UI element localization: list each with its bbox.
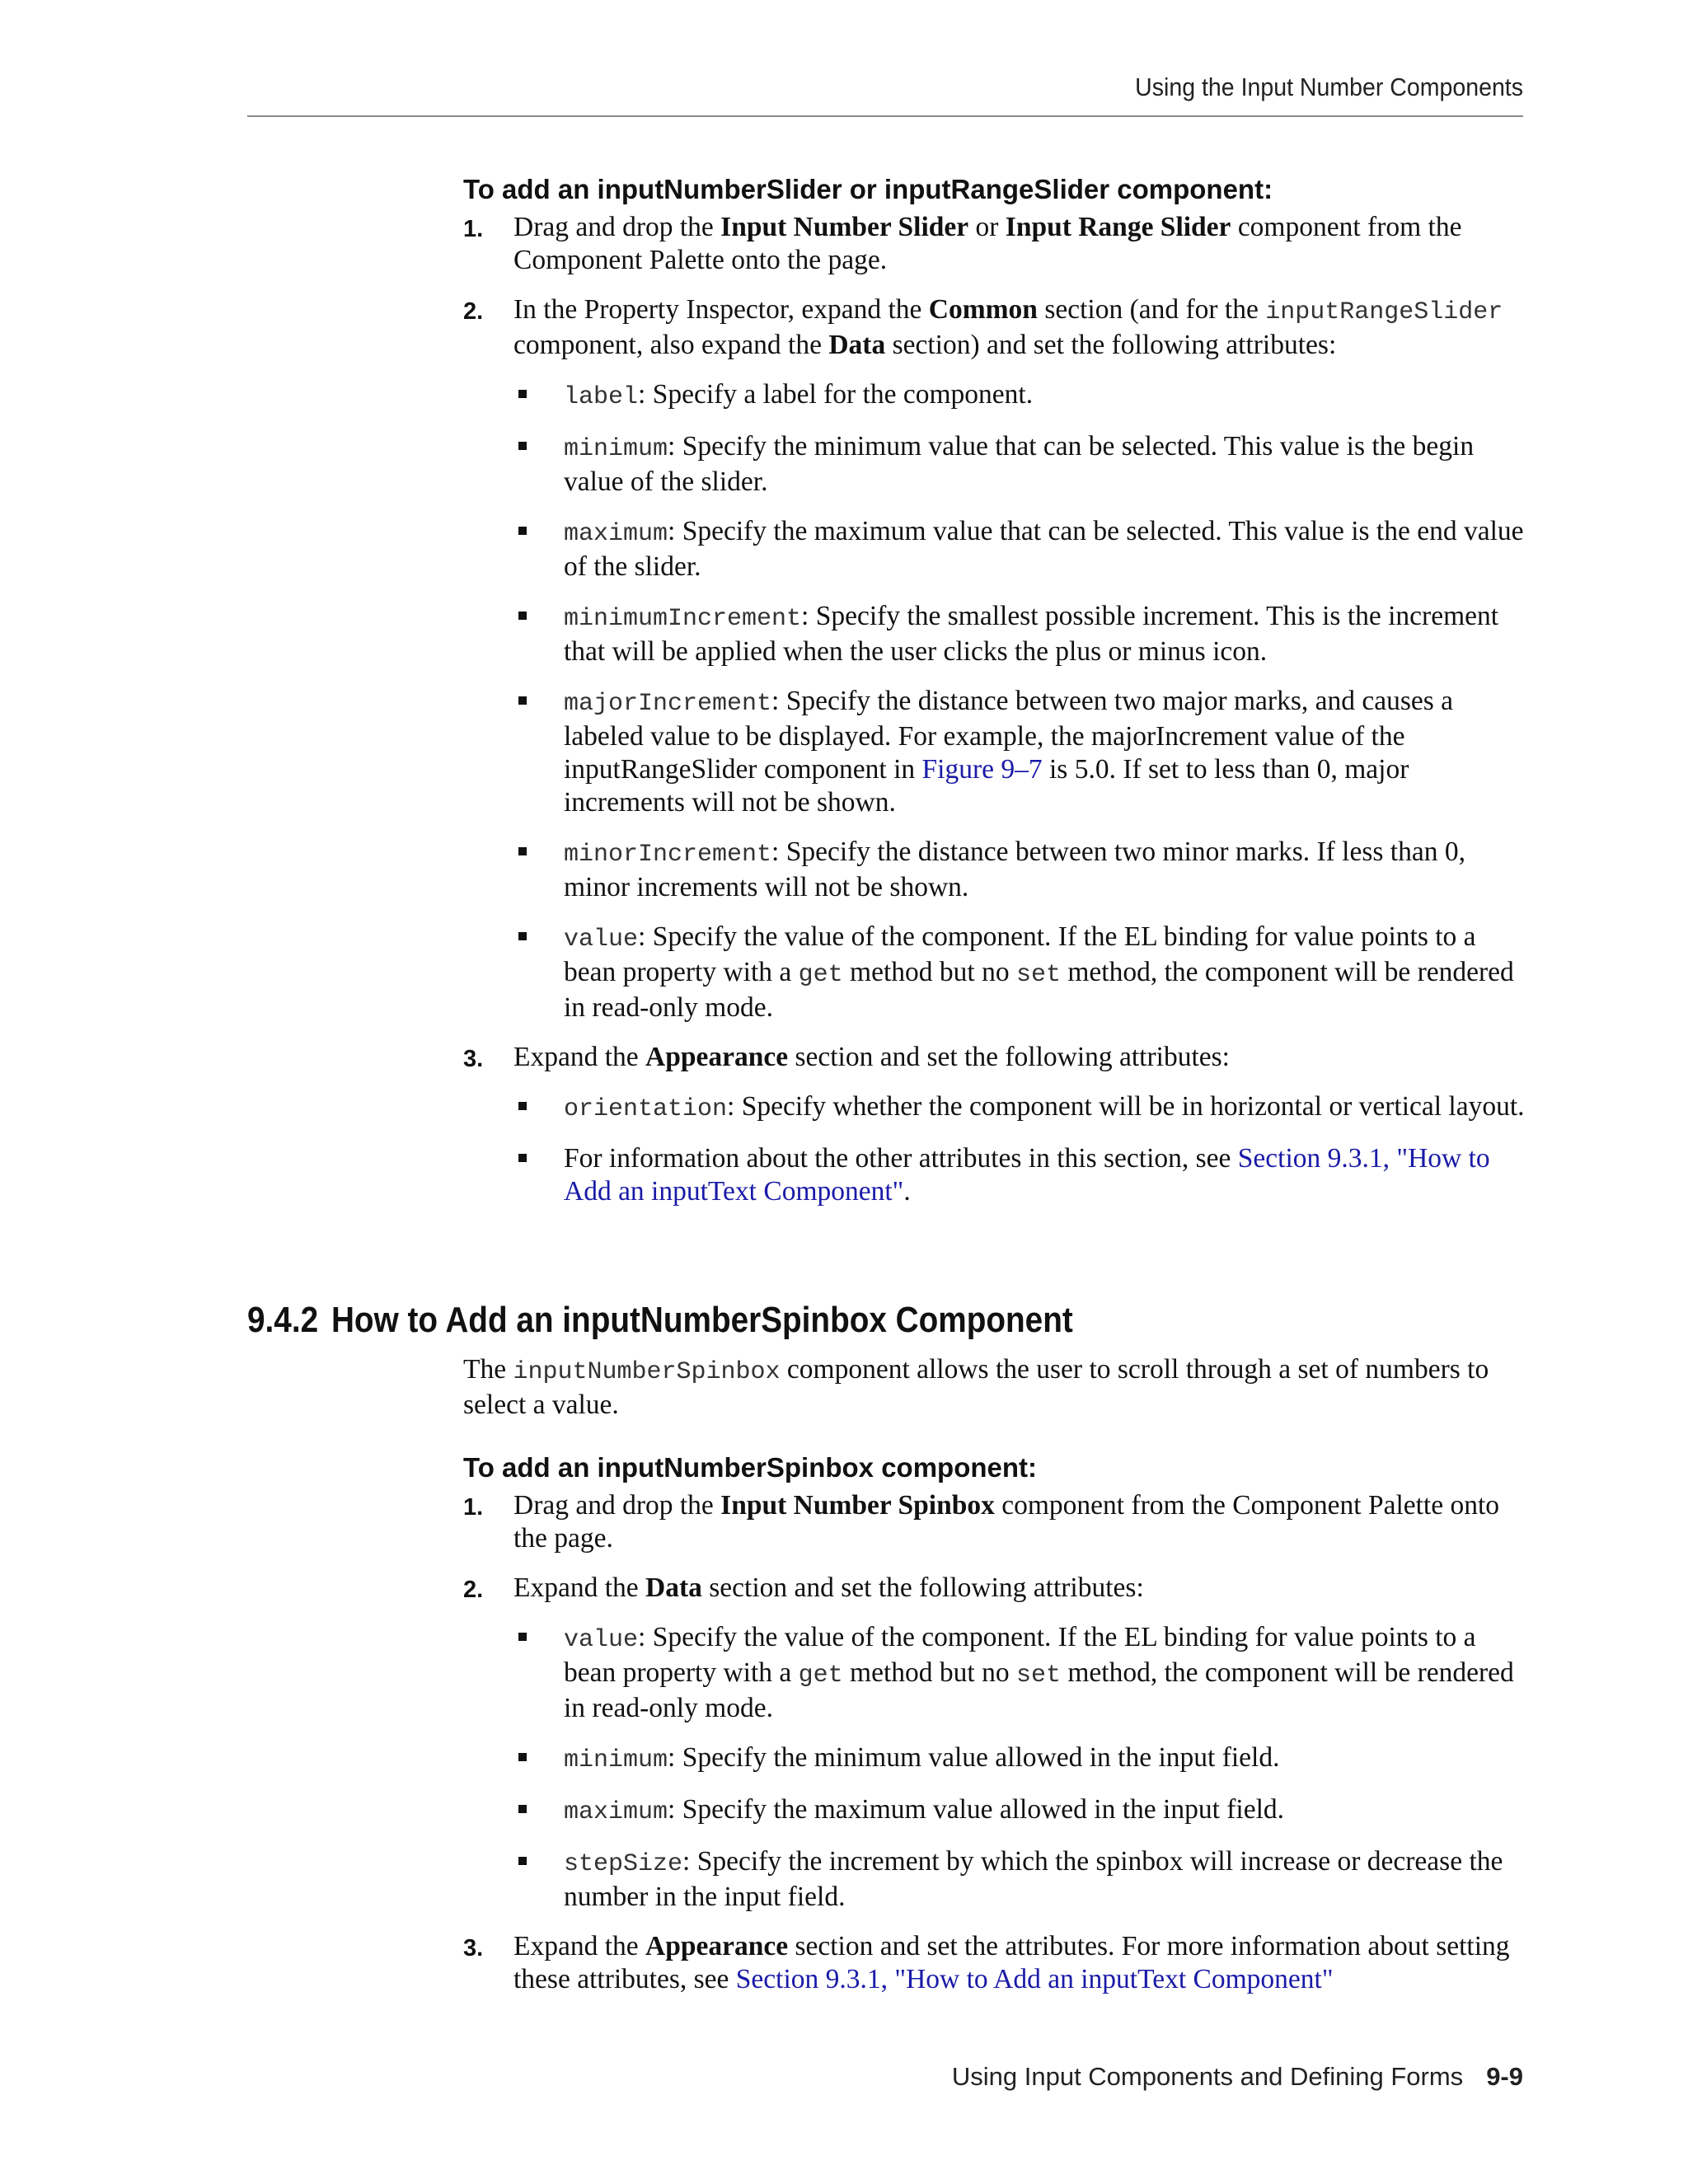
step-text: Drag and drop the	[513, 212, 721, 242]
item-text: method but no	[842, 957, 1016, 987]
list-item	[513, 430, 1526, 499]
intro-text: The	[463, 1354, 513, 1385]
step-text: section and set the following attributes:	[701, 1572, 1144, 1603]
list-item	[513, 1793, 1526, 1829]
bullet-icon	[518, 442, 527, 450]
item-text: : Specify whether the component will be in horizontal or vertical layout.	[727, 1091, 1525, 1122]
section-intro	[463, 1353, 1526, 1422]
step-text: Expand the	[513, 1042, 646, 1072]
code-term: get	[798, 1661, 843, 1690]
procedure-spinbox	[463, 1353, 1526, 2013]
list-item	[513, 1621, 1526, 1725]
intro-text: component allows the user to scroll through a set of numbers to select a value.	[463, 1354, 1489, 1420]
item-text: : Specify the minimum value that can be selected. This value is the begin value of the slider.	[564, 431, 1475, 497]
attribute-list	[513, 1621, 1526, 1914]
code-term: orientation	[564, 1095, 728, 1123]
ui-term: Data	[645, 1572, 702, 1603]
step-text: Drag and drop the	[513, 1490, 721, 1521]
list-item	[513, 1142, 1526, 1208]
ui-term: Appearance	[645, 1042, 789, 1072]
step-3	[463, 1041, 1526, 1208]
step-number: 1.	[463, 216, 484, 242]
item-text: method, the component will be rendered in read-only mode.	[564, 1657, 1514, 1723]
footer-title: Using Input Components and Defining Forms	[951, 2062, 1464, 2091]
code-term: get	[798, 961, 843, 989]
step-text: In the Property Inspector, expand the	[513, 294, 929, 325]
bullet-icon	[518, 1154, 527, 1162]
procedure-title: To add an inputNumberSlider or inputRangeSlider component:	[463, 174, 1273, 204]
item-text: : Specify the value of the component. If the EL binding for value points to a bean property with a	[564, 1622, 1476, 1688]
code-term: value	[564, 926, 639, 954]
step-number: 3.	[463, 1935, 484, 1961]
page-number: 9-9	[1486, 2062, 1523, 2091]
code-term: value	[564, 1626, 639, 1654]
code-term: inputRangeSlider	[1265, 298, 1503, 326]
item-text: method, the component will be rendered in read-only mode.	[564, 957, 1514, 1023]
attribute-list	[513, 1090, 1526, 1208]
ui-term: Common	[928, 294, 1038, 325]
running-header: Using the Input Number Components	[1135, 73, 1523, 101]
code-term: maximum	[564, 1798, 668, 1826]
item-text: : Specify the distance between two minor marks. If less than 0, minor increments will not be shown.	[564, 837, 1465, 902]
item-text: : Specify the maximum value allowed in the input field.	[668, 1794, 1285, 1825]
list-item	[513, 1090, 1526, 1126]
step-2	[463, 293, 1526, 1024]
code-term: minimum	[564, 435, 668, 463]
step-number: 2.	[463, 1577, 484, 1603]
bullet-icon	[518, 847, 527, 855]
bullet-icon	[518, 1805, 527, 1813]
step-text: Expand the	[513, 1931, 646, 1961]
list-item	[513, 1845, 1526, 1914]
section-link[interactable]: Section 9.3.1, "How to Add an inputText Component"	[564, 1143, 1490, 1207]
code-term: set	[1015, 1661, 1061, 1690]
list-item	[513, 836, 1526, 904]
ui-term: Input Range Slider	[1005, 212, 1231, 242]
ui-term: Input Number Slider	[720, 212, 969, 242]
bullet-icon	[518, 1102, 527, 1110]
code-term: minorIncrement	[564, 841, 772, 869]
code-term: set	[1015, 961, 1061, 989]
step-number: 3.	[463, 1046, 484, 1072]
step-text: section (and for the	[1037, 294, 1266, 325]
step-1	[463, 1489, 1526, 1555]
step-text: Expand the	[513, 1572, 646, 1603]
list-item	[513, 378, 1526, 414]
step-text: section) and set the following attributes:	[885, 330, 1337, 360]
steps-list	[463, 211, 1526, 1208]
bullet-icon	[518, 527, 527, 535]
code-term: minimum	[564, 1746, 668, 1774]
header-rule	[247, 115, 1523, 117]
attribute-list	[513, 378, 1526, 1024]
item-text: .	[903, 1176, 911, 1207]
section-link[interactable]: Section 9.3.1, "How to Add an inputText Component"	[735, 1964, 1334, 1994]
item-text: : Specify a label for the component.	[638, 379, 1034, 410]
procedure-title: To add an inputNumberSpinbox component:	[463, 1452, 1038, 1483]
procedure-slider	[463, 171, 1526, 1225]
bullet-icon	[518, 1857, 527, 1865]
step-text: component from the Component Palette onto the page.	[513, 1490, 1500, 1554]
section-number: 9.4.2	[247, 1300, 319, 1340]
step-text: or	[968, 212, 1006, 242]
item-text: is 5.0. If set to less than 0, major increments will not be shown.	[564, 754, 1409, 818]
step-text: component from the Component Palette onto the page.	[513, 212, 1462, 275]
section-heading	[247, 1297, 1073, 1343]
item-text: : Specify the minimum value allowed in the input field.	[668, 1742, 1280, 1773]
step-3	[463, 1930, 1526, 1996]
bullet-icon	[518, 696, 527, 705]
code-term: minimumIncrement	[564, 605, 802, 633]
code-term: majorIncrement	[564, 690, 772, 718]
code-term: inputNumberSpinbox	[513, 1358, 781, 1386]
code-term: label	[564, 383, 639, 411]
item-text: : Specify the distance between two major marks, and causes a labeled value to be displayed. For example, the majorIncrement value of the inputRangeSlider component in	[564, 686, 1454, 785]
bullet-icon	[518, 932, 527, 940]
list-item	[513, 921, 1526, 1024]
bullet-icon	[518, 390, 527, 398]
step-text: section and set the attributes. For more information about setting these attributes, see	[513, 1931, 1510, 1994]
figure-link[interactable]: Figure 9–7	[921, 754, 1043, 785]
bullet-icon	[518, 1753, 527, 1761]
ui-term: Appearance	[645, 1931, 789, 1961]
section-title: How to Add an inputNumberSpinbox Component	[331, 1300, 1073, 1340]
item-text: : Specify the increment by which the spinbox will increase or decrease the number in the input field.	[564, 1846, 1503, 1912]
list-item	[513, 685, 1526, 819]
steps-list	[463, 1489, 1526, 1996]
item-text: : Specify the maximum value that can be selected. This value is the end value of the slider.	[564, 516, 1524, 582]
code-term: maximum	[564, 520, 668, 548]
step-text: component, also expand the	[513, 330, 829, 360]
list-item	[513, 600, 1526, 668]
step-2	[463, 1572, 1526, 1914]
ui-term: Input Number Spinbox	[720, 1490, 995, 1521]
step-1	[463, 211, 1526, 277]
list-item	[513, 1741, 1526, 1777]
step-number: 1.	[463, 1494, 484, 1521]
running-footer	[247, 2062, 1523, 2092]
item-text: method but no	[842, 1657, 1016, 1688]
step-text: section and set the following attributes:	[788, 1042, 1230, 1072]
step-number: 2.	[463, 298, 484, 325]
ui-term: Data	[828, 330, 886, 360]
item-text: For information about the other attributes in this section, see	[564, 1143, 1238, 1174]
bullet-icon	[518, 612, 527, 620]
item-text: : Specify the value of the component. If the EL binding for value points to a bean property with a	[564, 921, 1476, 987]
list-item	[513, 515, 1526, 583]
code-term: stepSize	[564, 1850, 683, 1878]
item-text: : Specify the smallest possible increment. This is the increment that will be applied when the user clicks the plus or minus icon.	[564, 601, 1499, 667]
bullet-icon	[518, 1633, 527, 1641]
